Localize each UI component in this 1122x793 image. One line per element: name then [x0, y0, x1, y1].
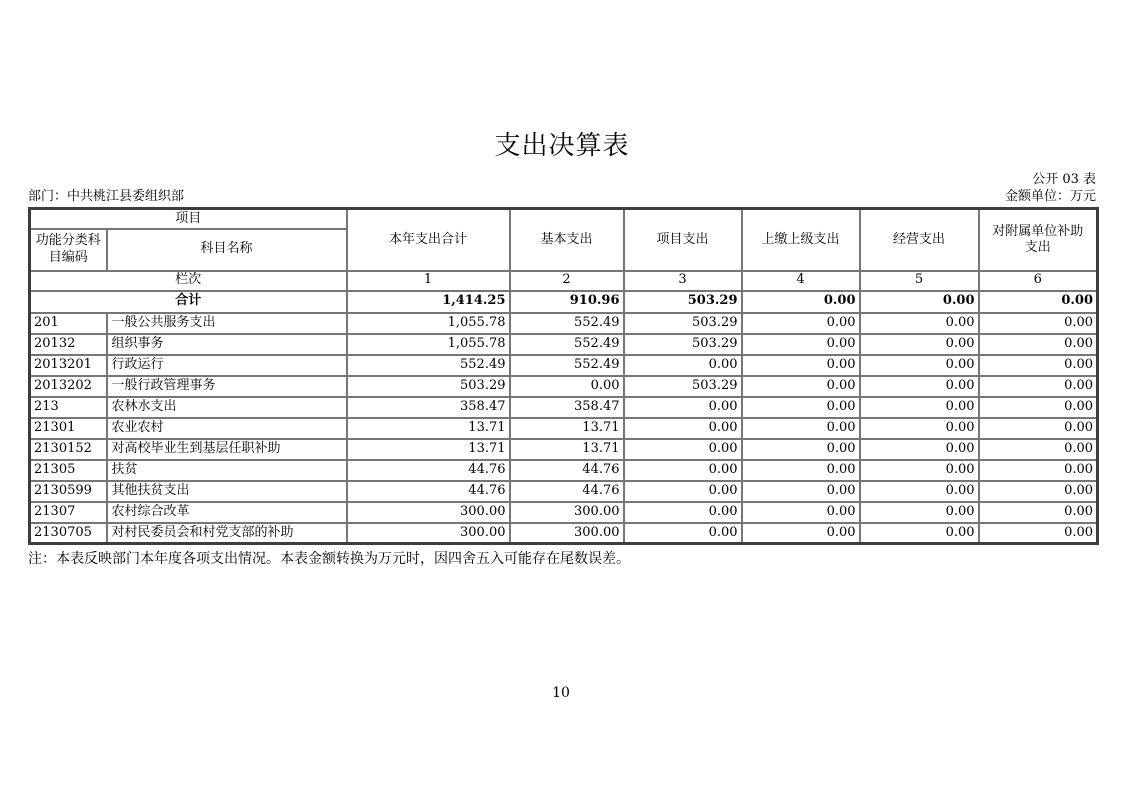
row-code-cell: 2130705: [30, 523, 107, 544]
row-value-cell: 0.00: [979, 502, 1098, 523]
row-value-cell: 0.00: [742, 355, 860, 376]
row-value-cell: 0.00: [742, 523, 860, 544]
total-value-cell: 0.00: [742, 291, 860, 313]
row-value-cell: 300.00: [347, 523, 510, 544]
row-value-cell: 0.00: [742, 418, 860, 439]
column-header-operating: 经营支出: [860, 209, 979, 271]
row-value-cell: 0.00: [979, 355, 1098, 376]
row-value-cell: 552.49: [510, 355, 624, 376]
total-value-cell: 0.00: [860, 291, 979, 313]
row-value-cell: 1,055.78: [347, 313, 510, 334]
table-row: [30, 313, 1098, 334]
row-name-cell: 农村综合改革: [107, 502, 347, 523]
subject-name-column-header: 科目名称: [107, 229, 347, 271]
column-index: 2: [510, 271, 624, 291]
row-name-cell: 一般公共服务支出: [107, 313, 347, 334]
header-row-1: [30, 209, 1098, 229]
row-value-cell: 552.49: [510, 334, 624, 355]
table-row: [30, 439, 1098, 460]
table-row: [30, 334, 1098, 355]
row-value-cell: 0.00: [979, 439, 1098, 460]
row-value-cell: 0.00: [742, 397, 860, 418]
row-value-cell: 0.00: [860, 460, 979, 481]
row-value-cell: 0.00: [510, 376, 624, 397]
row-value-cell: 0.00: [742, 481, 860, 502]
row-value-cell: 503.29: [624, 334, 742, 355]
table-row: [30, 481, 1098, 502]
row-value-cell: 0.00: [979, 397, 1098, 418]
row-code-cell: 201: [30, 313, 107, 334]
row-value-cell: 300.00: [347, 502, 510, 523]
column-index: 6: [979, 271, 1098, 291]
row-code-cell: 2130599: [30, 481, 107, 502]
row-value-cell: 0.00: [860, 418, 979, 439]
row-value-cell: 358.47: [510, 397, 624, 418]
row-value-cell: 0.00: [860, 397, 979, 418]
row-value-cell: 0.00: [860, 481, 979, 502]
row-name-cell: 对村民委员会和村党支部的补助: [107, 523, 347, 544]
meta-row: [28, 189, 1096, 205]
total-row-label: 合计: [30, 291, 347, 313]
row-value-cell: 0.00: [624, 439, 742, 460]
row-value-cell: 44.76: [510, 481, 624, 502]
public-table-label: 公开 03 表: [1032, 172, 1096, 187]
row-value-cell: 44.76: [347, 460, 510, 481]
row-name-cell: 对高校毕业生到基层任职补助: [107, 439, 347, 460]
code-column-header: 功能分类科目编码: [30, 229, 107, 271]
column-header-basic: 基本支出: [510, 209, 624, 271]
row-value-cell: 358.47: [347, 397, 510, 418]
row-value-cell: 503.29: [624, 376, 742, 397]
table-row: [30, 418, 1098, 439]
row-value-cell: 552.49: [510, 313, 624, 334]
project-group-header: 项目: [30, 209, 347, 229]
row-value-cell: 1,055.78: [347, 334, 510, 355]
row-value-cell: 0.00: [979, 313, 1098, 334]
row-name-cell: 农业农村: [107, 418, 347, 439]
total-row: [30, 291, 1098, 313]
row-code-cell: 2013202: [30, 376, 107, 397]
row-code-cell: 21305: [30, 460, 107, 481]
row-value-cell: 503.29: [624, 313, 742, 334]
row-value-cell: 0.00: [742, 460, 860, 481]
row-value-cell: 300.00: [510, 502, 624, 523]
page-title: 支出决算表: [494, 131, 630, 161]
row-value-cell: 0.00: [979, 334, 1098, 355]
row-value-cell: 0.00: [624, 397, 742, 418]
column-index: 1: [347, 271, 510, 291]
column-index: 5: [860, 271, 979, 291]
row-value-cell: 13.71: [347, 439, 510, 460]
row-code-cell: 2130152: [30, 439, 107, 460]
column-header-project: 项目支出: [624, 209, 742, 271]
row-value-cell: 0.00: [979, 481, 1098, 502]
row-value-cell: 0.00: [860, 502, 979, 523]
row-value-cell: 0.00: [860, 313, 979, 334]
row-value-cell: 0.00: [742, 313, 860, 334]
expenditure-table: [28, 207, 1099, 545]
row-code-cell: 21307: [30, 502, 107, 523]
row-value-cell: 503.29: [347, 376, 510, 397]
row-value-cell: 0.00: [979, 523, 1098, 544]
row-value-cell: 0.00: [979, 418, 1098, 439]
row-value-cell: 44.76: [347, 481, 510, 502]
row-code-cell: 2013201: [30, 355, 107, 376]
row-name-cell: 农林水支出: [107, 397, 347, 418]
column-header-total: 本年支出合计: [347, 209, 510, 271]
row-value-cell: 0.00: [860, 355, 979, 376]
row-value-cell: 552.49: [347, 355, 510, 376]
row-value-cell: 0.00: [624, 502, 742, 523]
row-value-cell: 0.00: [624, 355, 742, 376]
row-value-cell: 0.00: [624, 418, 742, 439]
table-row: [30, 397, 1098, 418]
column-header-subsidy: 对附属单位补助支出: [979, 209, 1098, 271]
row-value-cell: 0.00: [624, 481, 742, 502]
row-code-cell: 213: [30, 397, 107, 418]
column-header-upturn: 上缴上级支出: [742, 209, 860, 271]
row-value-cell: 0.00: [624, 460, 742, 481]
table-row: [30, 355, 1098, 376]
total-value-cell: 0.00: [979, 291, 1098, 313]
footnote: 注：本表反映部门本年度各项支出情况。本表金额转换为万元时，因四舍五入可能存在尾数误差。: [28, 551, 630, 567]
table-row: [30, 523, 1098, 544]
department-label: 部门：中共桃江县委组织部: [28, 189, 185, 204]
row-name-cell: 组织事务: [107, 334, 347, 355]
total-value-cell: 1,414.25: [347, 291, 510, 313]
row-name-cell: 行政运行: [107, 355, 347, 376]
row-value-cell: 0.00: [742, 439, 860, 460]
unit-label: 金额单位：万元: [1004, 189, 1096, 204]
row-value-cell: 44.76: [510, 460, 624, 481]
row-value-cell: 0.00: [742, 334, 860, 355]
total-value-cell: 910.96: [510, 291, 624, 313]
row-value-cell: 0.00: [860, 439, 979, 460]
row-name-cell: 一般行政管理事务: [107, 376, 347, 397]
row-value-cell: 0.00: [979, 460, 1098, 481]
table-row: [30, 460, 1098, 481]
row-value-cell: 0.00: [979, 376, 1098, 397]
row-value-cell: 13.71: [347, 418, 510, 439]
row-value-cell: 0.00: [742, 376, 860, 397]
row-value-cell: 0.00: [860, 523, 979, 544]
table-row: [30, 502, 1098, 523]
row-code-cell: 21301: [30, 418, 107, 439]
row-code-cell: 20132: [30, 334, 107, 355]
page-number: 10: [552, 685, 570, 701]
row-name-cell: 其他扶贫支出: [107, 481, 347, 502]
row-value-cell: 0.00: [860, 376, 979, 397]
column-index-row: [30, 271, 1098, 291]
total-value-cell: 503.29: [624, 291, 742, 313]
row-value-cell: 300.00: [510, 523, 624, 544]
row-value-cell: 0.00: [742, 502, 860, 523]
row-name-cell: 扶贫: [107, 460, 347, 481]
row-value-cell: 0.00: [860, 334, 979, 355]
row-value-cell: 0.00: [624, 523, 742, 544]
column-index: 4: [742, 271, 860, 291]
row-value-cell: 13.71: [510, 439, 624, 460]
index-row-label: 栏次: [30, 271, 347, 291]
row-value-cell: 13.71: [510, 418, 624, 439]
table-row: [30, 376, 1098, 397]
column-index: 3: [624, 271, 742, 291]
